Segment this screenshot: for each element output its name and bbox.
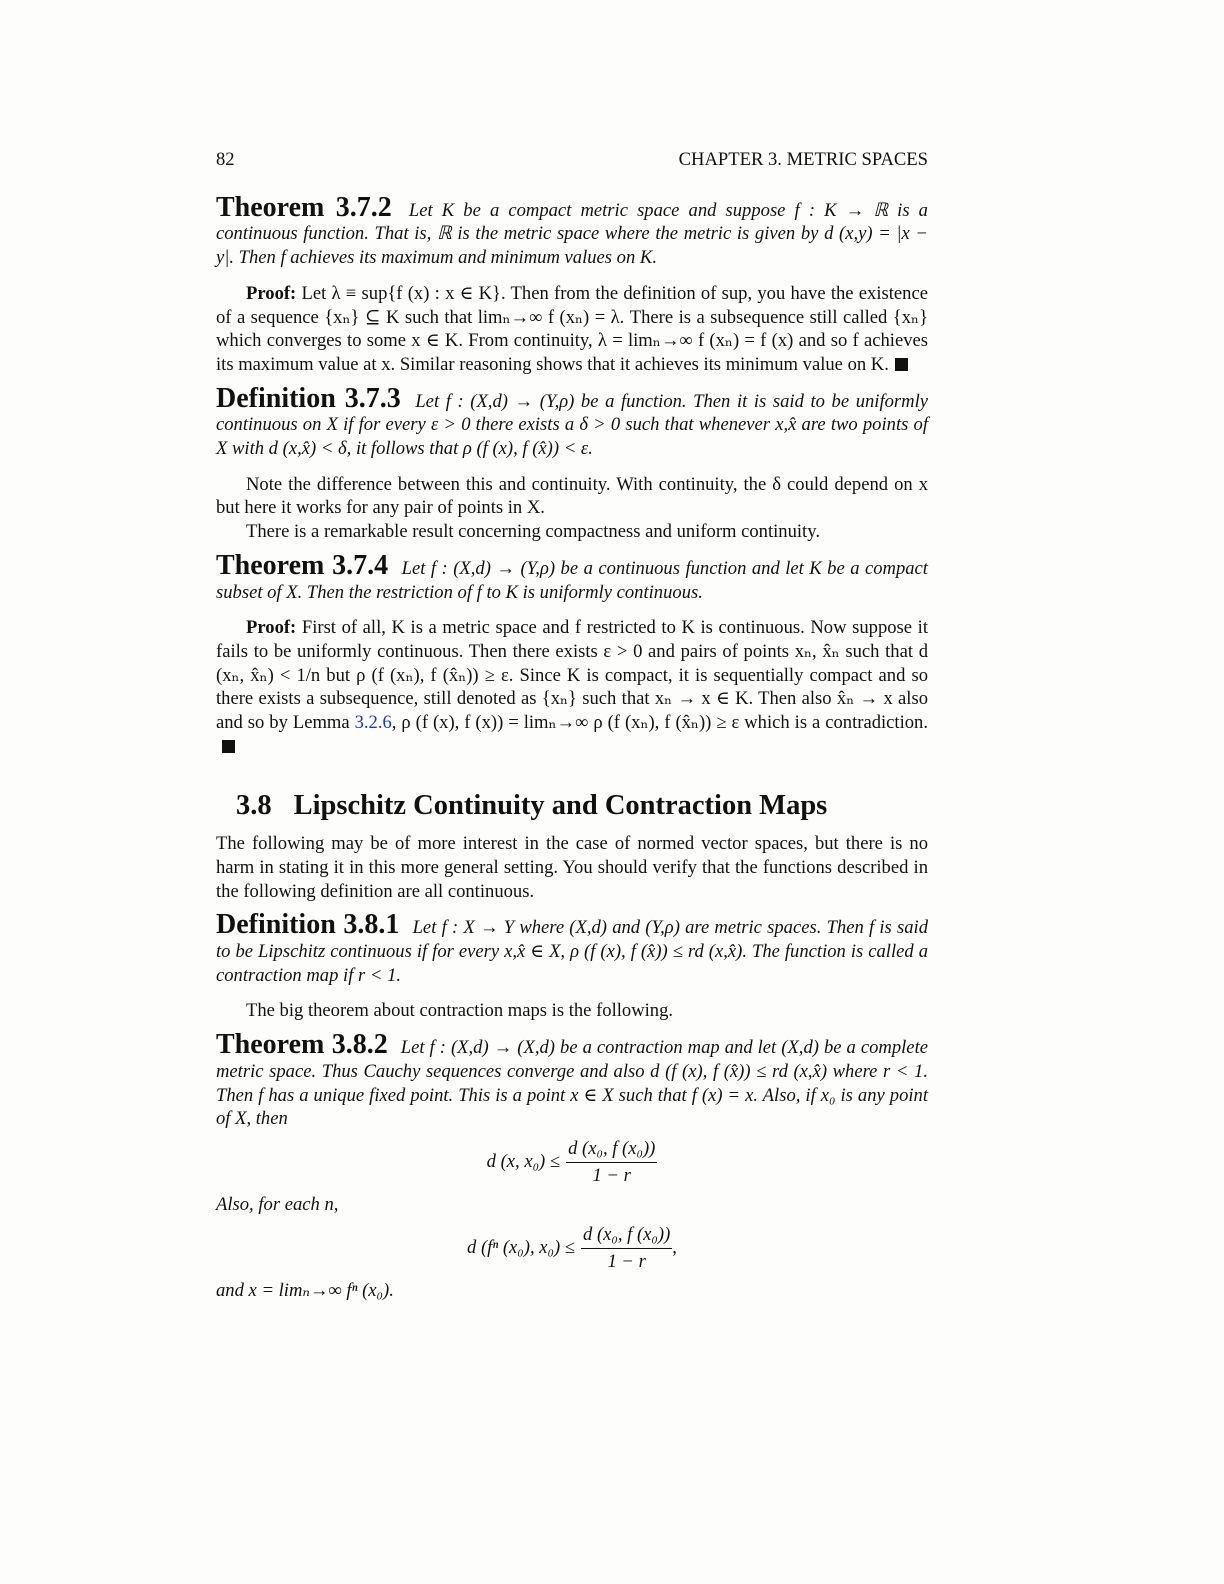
fraction-denominator: 1 − r xyxy=(607,1250,646,1272)
section-intro-paragraph: The following may be of more interest in the case of normed vector spaces, but there is no harm in stating it in this more general setting. You should verify that the functions described in the following definition are all continuous. xyxy=(216,833,928,902)
definition-3-8-1 xyxy=(216,909,929,987)
fraction-denominator: 1 − r xyxy=(592,1164,631,1186)
definition-statement: Let f : (X,d) → (Y,ρ) be a function. Then it is said to be uniformly continuous on X if for every ε > 0 there exists a δ > 0 such that whenever x,x̂ are two points of X with d (x,x̂) < δ, it follows that ρ (f (x), f (x̂)) < ε. xyxy=(216,390,928,460)
definition-label: Definition 3.8.1 xyxy=(216,909,400,941)
running-header xyxy=(216,148,928,172)
fraction-numerator: d (x₀, f (x₀)) xyxy=(581,1223,672,1249)
theorem-label: Theorem 3.7.2 xyxy=(216,191,392,223)
proof-text-part-a: First of all, K is a metric space and f restricted to K is continuous. Now suppose it fails to be uniformly continuous. Then there exists ε > 0 and pairs of points xₙ, x̂ₙ such that d (xₙ, x̂ₙ) < 1/n but ρ (f (xₙ), f (x̂ₙ)) ≥ ε. Since K is compact, it is sequentially compact and so there exists a subsequence, still denoted as {xₙ} such that xₙ → x ∈ K. Then also x̂ₙ → x also and so by Lemma xyxy=(216,617,928,734)
page-number: 82 xyxy=(216,149,235,170)
section-heading-3-8 xyxy=(236,790,928,822)
theorem-3-7-4 xyxy=(216,549,928,604)
section-title: Lipschitz Continuity and Contraction Maps xyxy=(293,790,828,822)
definition-3-7-3 xyxy=(216,382,928,461)
equation-comma: , xyxy=(672,1237,677,1259)
theorem-statement: Let f : (X,d) → (Y,ρ) be a continuous function and let K be a compact subset of X. Then the restriction of f to K is uniformly continuous. xyxy=(216,557,928,603)
equation-lhs: d (fⁿ (x₀), x₀) ≤ xyxy=(467,1237,576,1259)
fraction xyxy=(566,1137,657,1187)
section-number: 3.8 xyxy=(236,790,272,822)
also-for-each-n: Also, for each n, xyxy=(216,1194,339,1216)
running-title: CHAPTER 3. METRIC SPACES xyxy=(678,149,928,170)
lemma-link[interactable]: 3.2.6 xyxy=(354,712,392,734)
equation-lhs: d (x, x₀) ≤ xyxy=(486,1151,561,1173)
definition-statement: Let f : X → Y where (X,d) and (Y,ρ) are metric spaces. Then f is said to be Lipschitz continuous if for every x,x̂ ∈ X, ρ (f (x), f (x̂)) ≤ rd (x,x̂). The function is called a contraction map if r < 1. xyxy=(216,917,929,986)
qed-square-icon xyxy=(895,358,908,371)
proof-label: Proof: xyxy=(246,617,297,639)
proof-theorem-3-7-4 xyxy=(216,616,928,758)
inequality-equation-2 xyxy=(216,1223,928,1273)
proof-text: Let λ ≡ sup{f (x) : x ∈ K}. Then from the definition of sup, you have the existence of a sequence {xₙ} ⊆ K such that limₙ→∞ f (xₙ) = λ. There is a subsequence still called {xₙ} which converges to some x ∈ K. From continuity, λ = limₙ→∞ f (xₙ) = f (x) and so f achieves its maximum value at x. Similar reasoning shows that it achieves its minimum value on K. xyxy=(216,282,928,375)
qed-square-icon xyxy=(222,740,235,753)
inequality-equation-1 xyxy=(216,1137,928,1187)
proof-text-part-b: , ρ (f (x), f (x)) = limₙ→∞ ρ (f (xₙ), f (x̂ₙ)) ≥ ε which is a contradiction. xyxy=(391,712,928,734)
transition-paragraph: There is a remarkable result concerning compactness and uniform continuity. xyxy=(246,521,820,543)
big-theorem-intro: The big theorem about contraction maps is the following. xyxy=(246,1000,674,1022)
note-paragraph: Note the difference between this and continuity. With continuity, the δ could depend on x but here it works for any pair of points in X. xyxy=(216,473,928,519)
limit-statement: and x = limₙ→∞ fⁿ (x₀). xyxy=(216,1280,394,1302)
definition-label: Definition 3.7.3 xyxy=(216,382,401,414)
proof-theorem-3-7-2 xyxy=(216,282,928,377)
theorem-statement: Let f : (X,d) → (X,d) be a contraction map and let (X,d) be a complete metric space. Thus Cauchy sequences converge and also d (f (x), f (x̂)) ≤ rd (x,x̂) where r < 1. Then f has a unique fixed point. This is a point x ∈ X such that f (x) = x. Also, if x₀ is any point of X, then xyxy=(216,1037,928,1130)
theorem-label: Theorem 3.7.4 xyxy=(216,549,389,581)
fraction-numerator: d (x₀, f (x₀)) xyxy=(566,1137,657,1163)
page-content xyxy=(216,148,928,1303)
fraction xyxy=(581,1223,672,1273)
theorem-3-8-2 xyxy=(216,1029,928,1131)
proof-label: Proof: xyxy=(246,282,297,304)
theorem-label: Theorem 3.8.2 xyxy=(216,1029,388,1061)
theorem-3-7-2 xyxy=(216,191,928,270)
theorem-statement: Let K be a compact metric space and suppose f : K → ℝ is a continuous function. That is, ℝ is the metric space where the metric is given by d (x,y) = |x − y|. Then f achieves its maximum and minimum values on K. xyxy=(216,199,928,269)
